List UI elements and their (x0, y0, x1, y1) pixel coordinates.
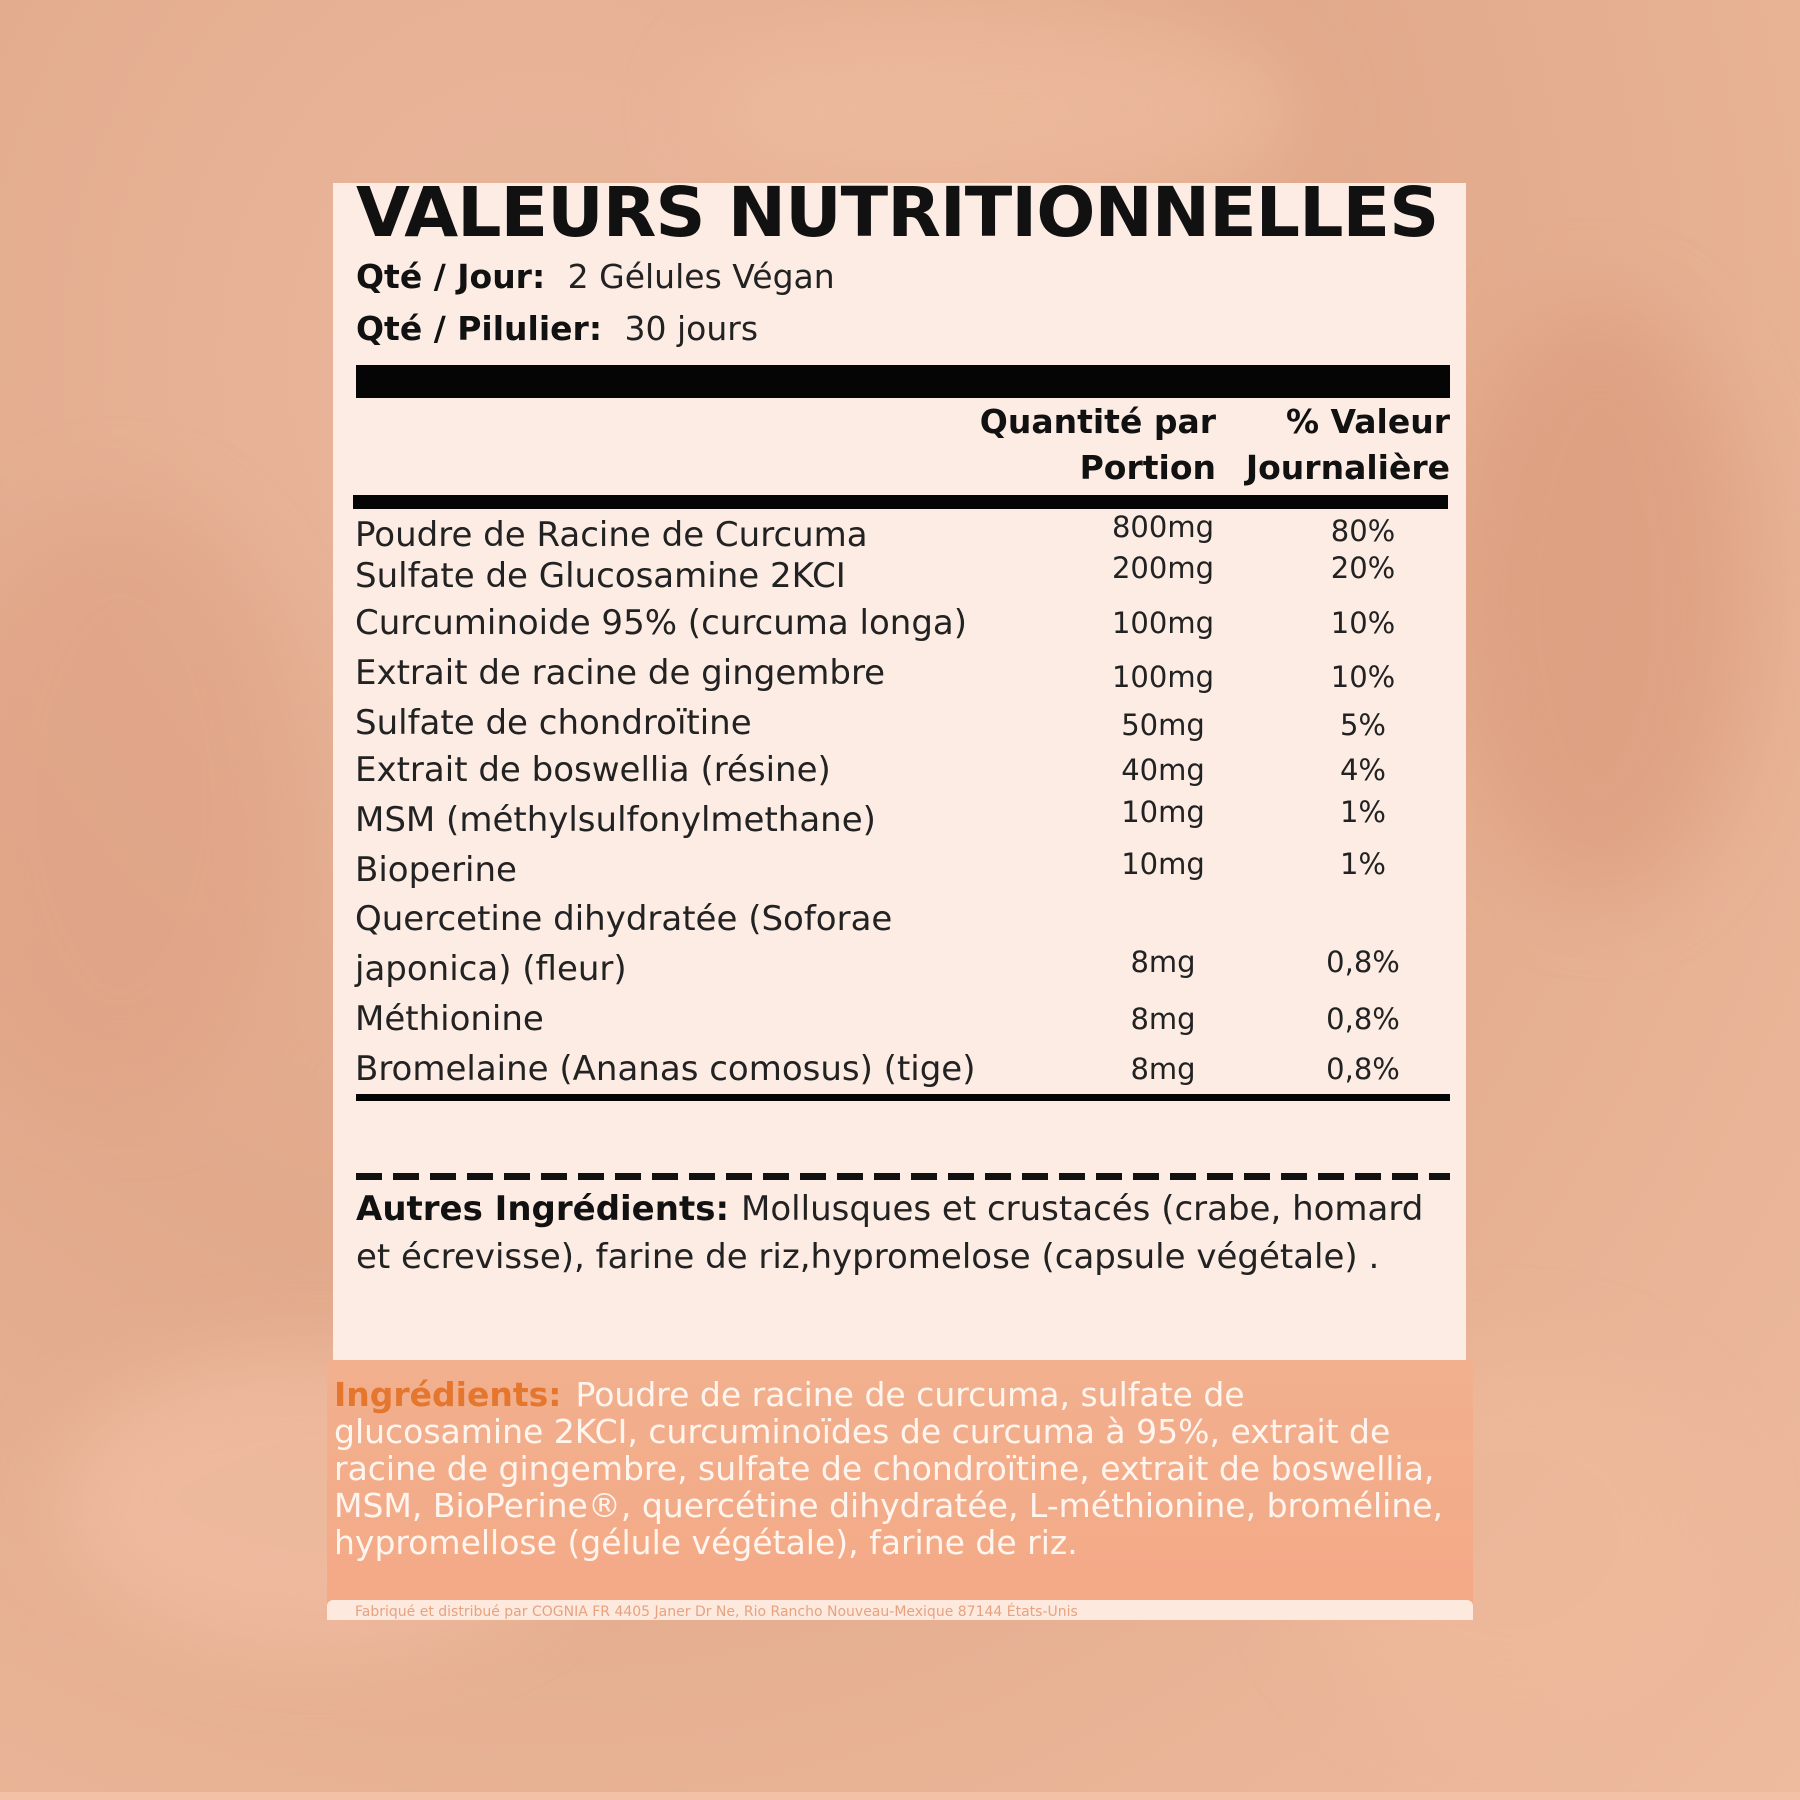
nutrient-daily-value: 10% (1330, 606, 1396, 640)
nutrition-label (333, 173, 1466, 1360)
nutrient-name: Méthionine (355, 999, 544, 1039)
column-header-daily-value-line: % Valeur (1285, 402, 1450, 441)
qty-per-day-label: Qté / Jour: (356, 257, 546, 296)
nutrient-name: Bromelaine (Ananas comosus) (tige) (355, 1049, 976, 1089)
nutrient-daily-value: 5% (1339, 708, 1386, 742)
ingredients (334, 1376, 1464, 1561)
nutrient-name: Extrait de racine de gingembre (355, 653, 886, 693)
ingredients-text: Poudre de racine de curcuma, sulfate de glucosamine 2KCI, curcuminoïdes de curcuma à 95%, extrait de racine de gingembre, sulfate de chondroïtine, extrait de boswellia, MSM, BioPerine®, quercétine dihydratée, L-méthionine, broméline, hypromellose (gélule végétale), farine de riz. (334, 1375, 1444, 1562)
nutrient-amount: 800mg (1111, 510, 1214, 544)
background-blob (1450, 300, 1750, 900)
nutrient-name: Sulfate de Glucosamine 2KCI (355, 556, 846, 596)
label-title: VALEURS NUTRITIONNELLES (356, 173, 1439, 253)
other-ingredients-text: Mollusques et crustacés (crabe, homard et écrevisse), farine de riz,hypromelose (capsule végétale) . (356, 1189, 1424, 1277)
nutrient-name: Bioperine (355, 850, 517, 890)
ingredients-band (327, 1360, 1473, 1615)
nutrient-amount: 10mg (1121, 847, 1205, 881)
nutrient-name: MSM (méthylsulfonylmethane) (355, 800, 876, 840)
nutrient-amount: 50mg (1121, 708, 1205, 742)
dashed-divider (356, 1173, 1450, 1180)
qty-per-pillbox (356, 309, 758, 348)
qty-per-day (356, 257, 835, 296)
nutrient-name (355, 894, 892, 994)
nutrient-daily-value: 4% (1339, 753, 1386, 787)
manufacturer-text: Fabriqué et distribué par COGNIA FR 4405 Janer Dr Ne, Rio Rancho Nouveau-Mexique 87144 États-Unis (355, 1604, 1078, 1620)
divider-thick (356, 365, 1450, 398)
nutrient-name: Poudre de Racine de Curcuma (355, 515, 868, 555)
qty-per-pillbox-value: 30 jours (624, 309, 759, 348)
nutrient-daily-value: 0,8% (1326, 1052, 1400, 1086)
nutrient-amount: 200mg (1111, 551, 1214, 585)
manufacturer-strip (327, 1600, 1473, 1620)
nutrient-name-line: japonica) (fleur) (355, 949, 627, 989)
nutrient-name: Sulfate de chondroïtine (355, 703, 752, 743)
nutrient-daily-value: 0,8% (1326, 945, 1400, 979)
column-header-amount-line: Portion (1079, 448, 1216, 487)
qty-per-pillbox-label: Qté / Pilulier: (356, 309, 603, 348)
nutrient-amount: 100mg (1111, 660, 1214, 694)
nutrient-daily-value: 80% (1330, 514, 1396, 548)
other-ingredients (356, 1185, 1446, 1281)
nutrient-daily-value: 1% (1339, 847, 1386, 881)
divider-bottom (356, 1094, 1450, 1101)
qty-per-day-value: 2 Gélules Végan (567, 257, 835, 296)
nutrient-name-line: Quercetine dihydratée (Soforae (355, 899, 893, 939)
nutrient-amount: 8mg (1130, 1002, 1196, 1036)
nutrient-daily-value: 20% (1330, 551, 1396, 585)
nutrient-daily-value: 10% (1330, 660, 1396, 694)
bottom-strip (0, 1792, 1800, 1800)
nutrient-name: Extrait de boswellia (résine) (355, 750, 831, 790)
nutrient-amount: 40mg (1121, 753, 1205, 787)
nutrient-amount: 100mg (1111, 606, 1214, 640)
nutrient-amount: 8mg (1130, 1052, 1196, 1086)
nutrient-daily-value: 0,8% (1326, 1002, 1400, 1036)
column-header-amount-line: Quantité par (979, 402, 1216, 441)
column-header-daily-value-line: Journalière (1245, 448, 1450, 487)
nutrient-amount: 10mg (1121, 795, 1205, 829)
nutrient-name: Curcuminoide 95% (curcuma longa) (355, 603, 968, 643)
background-blob (0, 500, 300, 1100)
ingredients-label: Ingrédients: (334, 1375, 562, 1414)
nutrient-amount: 8mg (1130, 945, 1196, 979)
column-header-amount (980, 399, 1216, 491)
column-header-daily-value (1246, 399, 1450, 491)
other-ingredients-label: Autres Ingrédients: (356, 1189, 730, 1229)
nutrient-daily-value: 1% (1339, 795, 1386, 829)
